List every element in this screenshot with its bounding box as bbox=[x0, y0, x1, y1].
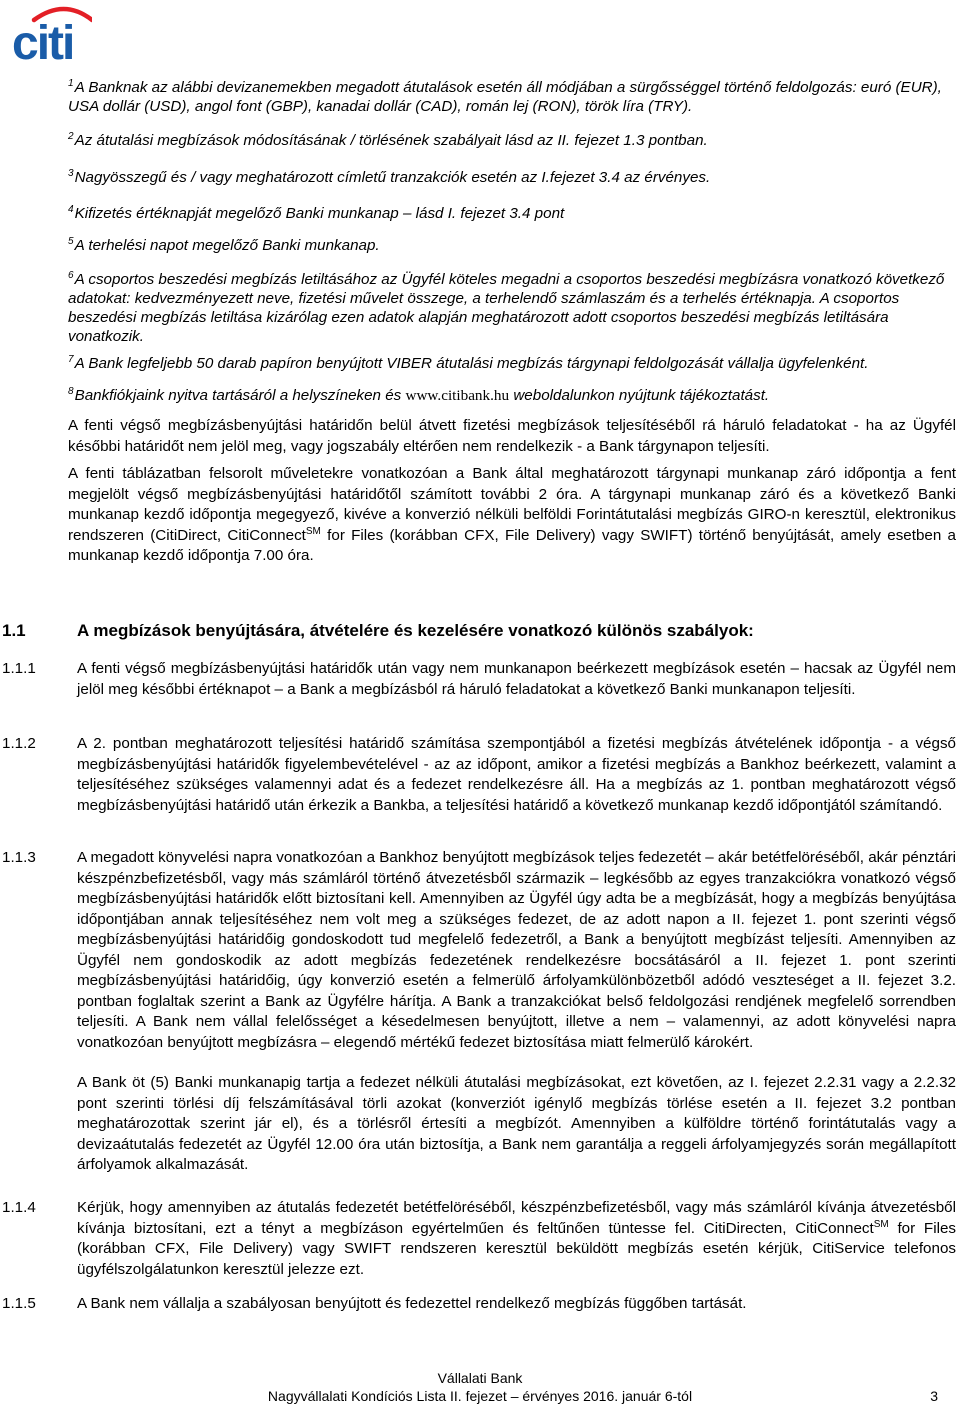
footnote-1: $^1$A Banknak az alábbi devizanemekben megadott átutalások esetén áll módjában a sürgősséggel történő feldolgozás: euró (EUR), USA dollár (USD), angol font (GBP), kanadai dollár (CAD), román lej (RON), török líra (TRY). bbox=[68, 78, 942, 115]
footnote-4: $^4$Kifizetés értéknapját megelőző Banki munkanap – lásd I. fejezet 3.4 pont bbox=[68, 204, 565, 222]
paragraph-deadline: A fenti végső megbízásbenyújtási határidőn belül átvett fizetési megbízások teljesítéséből rá háruló feladatokat - ha az Ügyfél későbbi határidőt nem jelöl meg, vagy jogszabály eltérően nem rendelkezik - a Bank tárgynapon teljesíti. bbox=[68, 417, 956, 455]
subsection-text-1: A fenti végső megbízásbenyújtási határidők után vagy nem munkanapon beérkezett megbízások esetén – hacsak az Ügyfél nem jelöl meg későbbi értéknapot – a Bank a megbízásból rá háruló feladatokat a következő Banki munkanapon teljesíti. bbox=[77, 660, 956, 698]
subsection-text-3-extra: A Bank öt (5) Banki munkanapig tartja a fedezet nélküli átutalási megbízásokat, ezt követően, az I. fejezet 2.2.31 vagy a 2.2.32 pont szerinti törlési díj felszámításával törli azokat (konverziót igénylő megbízás törlése esetén a II. fejezet 3.2 pontban meghatározottak szerint jár el), és a törlésről értesíti a megbízót. Amennyiben a külföldre történő forintátutalás vagy a devizaátutalás fedezetét az Ügyfél 12.00 óra után biztosítja, a Bank nem garantálja a reggeli árfolyamjegyzés során megállapított árfolyamok alkalmazását. bbox=[77, 1074, 956, 1173]
subsection-number-5: 1.1.5 bbox=[2, 1295, 36, 1312]
section-number: 1.1 bbox=[2, 621, 26, 640]
subsection-text-4: Kérjük, hogy amennyiben az átutalás fedezetét betétfelöréséből, készpénzbefizetésből, vagy más számláról kívánja átvezetésből kívánja biztosítani, ezt a tényt a megbízáson egyértelműen és feltűnően tüntesse fel. CitiDirecten, CitiConnect℠ for Files (korábban CFX, File Delivery) vagy SWIFT rendszeren keresztül beküldött megbízás esetén kérjük, CitiService telefonos ügyfélszolgálatunkon keresztül jelezze ezt. bbox=[77, 1199, 956, 1278]
footnote-2: $^2$Az átutalási megbízások módosításának / törlésének szabályait lásd az II. fejezet 1.3 pontban. bbox=[68, 131, 708, 149]
paragraph-closing-time: A fenti táblázatban felsorolt műveletekre vonatkozóan a Bank által meghatározott tárgynapi munkanap záró időpontja a fent megjelölt végső megbízásbenyújtási határidőtől számított további 2 óra. A tárgynapi munkanap záró és a következő Banki munkanap kezdő időpontja megegyező, kivéve a konverzió nélküli belföldi Forintátutalási megbízás GIRO-n keresztül, elektronikus rendszeren (CitiDirect, CitiConnect℠ for Files (korábban CFX, File Delivery) vagy SWIFT) történő benyújtását, amely esetben a munkanap kezdő időpontja 7.00 óra. bbox=[68, 465, 956, 564]
footnote-6: $^6$A csoportos beszedési megbízás letiltásához az Ügyfél köteles megadni a csoportos beszedési megbízásra vonatkozó következő adatokat: kedvezményezett neve, fizetési művelet összege, a terhelendő számlaszám és a terhelés értéknapja. A csoportos beszedési megbízás letiltása kizárólag ezen adatok alapján meghatározott adott csoportos beszedési megbízás letiltására vonatkozik. bbox=[68, 270, 945, 345]
svg-text:citi: citi bbox=[12, 17, 74, 62]
footer-bank-name: Vállalati Bank bbox=[437, 1370, 523, 1386]
website-link[interactable]: www.citibank.hu bbox=[405, 387, 510, 404]
subsection-number-1: 1.1.1 bbox=[2, 660, 36, 677]
page-number: 3 bbox=[930, 1388, 938, 1404]
subsection-text-5: A Bank nem vállalja a szabályosan benyújtott és fedezettel rendelkező megbízás függőben tartását. bbox=[77, 1295, 747, 1312]
section-title: A megbízások benyújtására, átvételére és kezelésére vonatkozó különös szabályok: bbox=[77, 621, 754, 640]
subsection-number-4: 1.1.4 bbox=[2, 1199, 36, 1216]
footnote-5: $^5$A terhelési napot megelőző Banki munkanap. bbox=[68, 236, 380, 254]
footer-document-title: Nagyvállalati Kondíciós Lista II. fejezet – érvényes 2016. január 6-tól bbox=[267, 1388, 693, 1404]
footnote-7: $^7$A Bank legfeljebb 50 darab papíron benyújtott VIBER átutalási megbízás tárgynapi feldolgozását vállalja ügyfelenként. bbox=[68, 354, 869, 372]
footnote-8: $^8$Bankfiókjaink nyitva tartásáról a helyszíneken és www.citibank.hu weboldalunkon nyújtunk tájékoztatást. bbox=[68, 386, 770, 404]
footnote-3: $^3$Nagyösszegű és / vagy meghatározott címletű tranzakciók esetén az I.fejezet 3.4 az érvényes. bbox=[68, 168, 711, 186]
subsection-text-3: A megadott könyvelési napra vonatkozóan a Bankhoz benyújtott megbízások teljes fedezetét – akár betétfelöréséből, akár pénztári készpénzbefizetésből, vagy más számláról történő átvezetésből származik – legkésőbb az egyes tranzakciókra vonatkozó végső megbízásbenyújtási határidők előtt biztosítani kell. Amennyiben az Ügyfél úgy adta be a megbízását, hogy a megbízás benyújtása időpontjában annak teljesítéséhez nem volt meg a szükséges fedezet, de az adott napon a II. fejezet 1. pont szerinti végső megbízásbenyújtási határidőig gondoskodott tud megfelelő fedezetről, a Bank a benyújtott megbízást teljesíti. Amennyiben az Ügyfél nem gondoskodik az adott megbízás fedezetének rendelkezésre bocsátásáról a II. fejezet 1. pont szerinti megbízásbenyújtási határidőig, úgy konverzió esetén a felmerülő árfolyamkülönbözetből adódó veszteséget a II. fejezet 3.2. pontban foglaltak szerint a Bank az Ügyfélre hárítja. A Bank a tranzakciókat belső feldolgozási rendjének megfelelő sorrendben teljesíti. A Bank nem vállal felelősséget a késedelmesen benyújtott, illetve a nem – valamennyi, az adott könyvelési napra vonatkozóan benyújtott megbízásra – elegendő mértékű fedezet biztosítása miatt felmerülő károkért. bbox=[77, 849, 956, 1051]
subsection-text-2: A 2. pontban meghatározott teljesítési határidő számítása szempontjából a fizetési megbízás átvételének időpontja - a végső megbízásbenyújtási határidők figyelembevételével - az az időpont, amikor a fizetési megbízás a Bankhoz beérkezett, valamint a teljesítéséhez szükséges valamennyi adat és a fedezet rendelkezésre áll. Ha a megbízás az 1. pontban meghatározott végső megbízásbenyújtási határidő után érkezik a Bankba, a teljesítési határidő a következő munkanap kezdő időpontjától számítandó. bbox=[77, 735, 956, 814]
subsection-number-3: 1.1.3 bbox=[2, 849, 36, 866]
subsection-number-2: 1.1.2 bbox=[2, 735, 36, 752]
citi-logo bbox=[12, 4, 92, 62]
